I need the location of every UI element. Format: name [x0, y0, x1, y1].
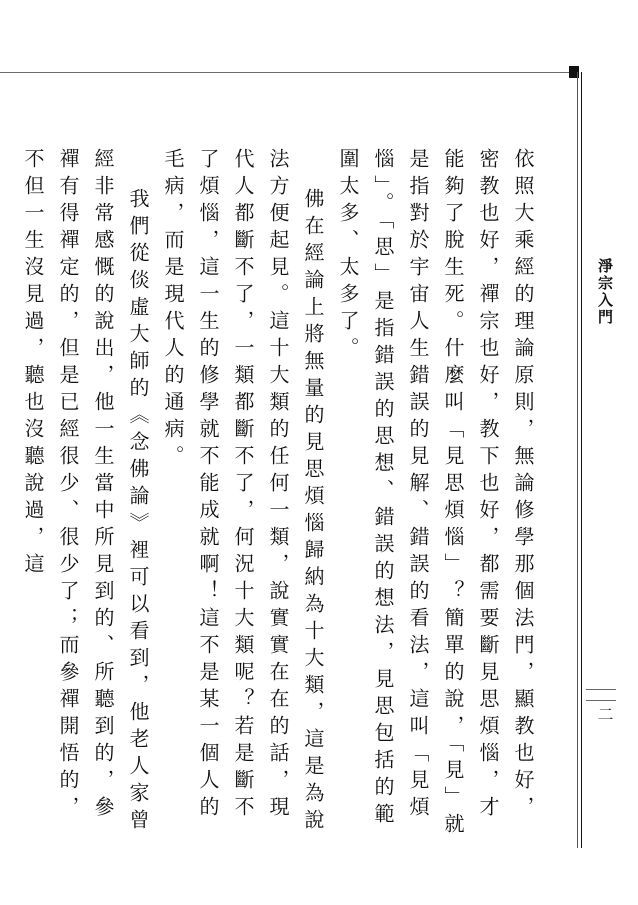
page-number-rule-top: [586, 689, 616, 690]
page-number: [594, 706, 616, 722]
margin-rule: [581, 72, 582, 848]
paragraph-2: 佛在經論上將無量的見思煩惱歸納為十大類，這是為說法方便起見。這十大類的任何一類，說實實在在的話，現代人都斷不了，一類都斷不了，何況十大類呢？若是斷不了煩惱，這一生的修學就不能成就啊！這不是某一個人的毛病，而是現代人的通病。: [161, 148, 325, 836]
paragraph-1: 依照大乘經的理論原則，無論修學那個法門，顯教也好，密教也好，禪宗也好，教下也好，都需要斷見思煩惱，才能夠了脫生死。什麼叫「見思煩惱」？簡單的說，「見」就是指對於宇宙人生錯誤的見解、錯誤的看法，這叫「見煩惱」。「思」是指錯誤的思想、錯誤的想法，見思包括的範圍太多、太多了。: [336, 148, 535, 840]
top-rule: [0, 72, 574, 73]
page-number-text: 二: [595, 706, 614, 722]
page-number-rule-bottom: [586, 700, 616, 701]
margin-rule-inner: [577, 72, 578, 848]
paragraph-3: 我們從倓虛大師的《念佛論》裡可以看到，他老人家曾經非常感慨的說出，他一生當中所見到的、所聽到的，參禪有得禪定的，但是已經很少、很少了；而參禪開悟的，不但一生沒見過，聽也沒聽說過，這: [21, 148, 150, 836]
running-header-title: 淨宗入門: [596, 258, 614, 326]
main-text-block: [21, 148, 540, 848]
